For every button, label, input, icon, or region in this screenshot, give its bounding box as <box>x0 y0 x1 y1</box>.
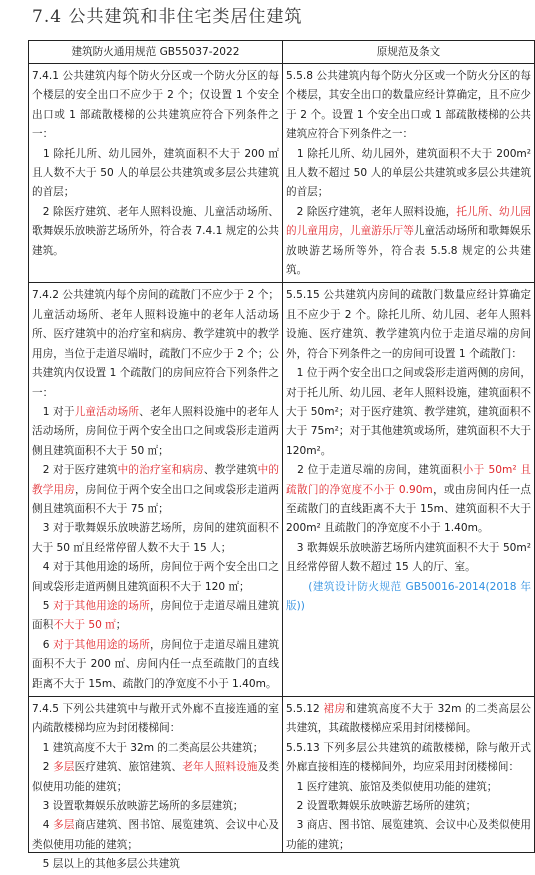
highlighted-text: 多层 <box>53 761 75 774</box>
clause-paragraph <box>32 739 279 758</box>
clause-text: 5 <box>32 599 54 612</box>
highlighted-text: 裙房 <box>323 703 346 715</box>
highlighted-text: 老年人照料设施 <box>182 761 258 774</box>
clause-paragraph <box>286 67 531 145</box>
clause-text: 2 设置歌舞娱乐放映游艺场所的建筑； <box>286 800 477 813</box>
clause-paragraph <box>286 461 531 539</box>
clause-text: 3 商店、图书馆、展览建筑、会议中心及类似使用功能的建筑； <box>286 819 531 851</box>
clause-text: 1 除托儿所、幼儿园外，建筑面积不大于 200 ㎡且人数不大于 50 人的单层公共建筑或多层公共建筑的首层； <box>32 147 279 199</box>
clause-text: 和建筑高度不大于 32m 的二类高层公共建筑，其疏散楼梯应采用封闭楼梯间。 <box>286 703 531 735</box>
clause-paragraph <box>32 700 279 739</box>
highlighted-text: 小于 50m² 且疏散门的净宽度不小于 0.90m <box>286 464 532 496</box>
clause-paragraph <box>32 816 279 855</box>
clause-paragraph <box>286 778 531 797</box>
cell-right <box>283 283 535 697</box>
highlighted-text: 中的治疗室和病房 <box>117 464 204 477</box>
highlighted-text: 托儿所、幼儿园的儿童用房，儿童游乐厅等 <box>286 205 531 238</box>
clause-text: 5.5.8 公共建筑内每个防火分区或一个防火分区的每个楼层，其安全出口的数量应经计算确定，且不应少于 2 个。设置 1 个安全出口或 1 部疏散楼梯的公共建筑应符合下列条件之一： <box>286 70 531 141</box>
clause-text: ，房间位于走道尽端且建筑面积 <box>32 599 280 632</box>
clause-paragraph <box>32 558 279 597</box>
clause-text: 5.5.13 下列多层公共建筑的疏散楼梯，除与敞开式外廊直接相连的楼梯间外，均应采用封闭楼梯间： <box>286 741 531 774</box>
clause-paragraph <box>32 145 279 203</box>
clause-text: 2 位于走道尽端的房间，建筑面积 <box>286 464 463 477</box>
clause-text: 6 <box>32 638 54 651</box>
cell-right <box>283 697 535 853</box>
clause-paragraph <box>286 539 531 578</box>
clause-text: 商店建筑、图书馆、展览建筑、会议中心及类似使用功能的建筑； <box>32 819 280 851</box>
clause-paragraph <box>32 758 279 797</box>
highlighted-text: 儿童活动场所 <box>74 405 140 418</box>
clause-text: 1 除托儿所、幼儿园外，建筑面积不大于 200m² 且人数不超过 50 人的单层公共建筑或多层公共建筑的首层； <box>286 147 531 199</box>
highlighted-text: 不大于 50 ㎡ <box>53 619 116 632</box>
clause-paragraph <box>286 203 531 281</box>
clause-text: 5.5.15 公共建筑内房间的疏散门数量应经计算确定且不应少于 2 个。除托儿所、幼儿园、老年人照料设施、医疗建筑、教学建筑内位于走道尽端的房间外，符合下列条件之一的房间可设置 1 个疏散门： <box>286 289 531 360</box>
clause-text: 、老年人照料设施中的老年人活动场所，房间位于两个安全出口之间或袋形走道两侧且建筑面积不大于 50 ㎡； <box>32 405 280 457</box>
clause-text: 5.5.12 <box>286 703 324 715</box>
clause-paragraph <box>286 797 531 816</box>
cell-left <box>29 697 283 871</box>
section-title: 7.4 公共建筑和非住宅类居住建筑 <box>32 7 303 27</box>
clause-text: ，房间位于两个安全出口之间或袋形走道两侧且建筑面积不大于 75 ㎡； <box>32 483 279 515</box>
clause-paragraph <box>286 816 531 855</box>
clause-text: 7.4.5 下列公共建筑中与敞开式外廊不直接连通的室内疏散楼梯均应为封闭楼梯间： <box>32 703 279 735</box>
clause-text: 3 对于歌舞娱乐放映游艺场所，房间的建筑面积不大于 50 ㎡且经常停留人数不大于 15 人； <box>32 522 279 554</box>
clause-paragraph <box>32 203 279 261</box>
clause-paragraph <box>32 403 279 461</box>
highlighted-text: 多层 <box>53 819 75 832</box>
clause-text: ，房间位于走道尽端且建筑面积不大于 200 ㎡、房间内任一点至疏散门的直线距离不大于 15m、疏散门的净宽度不小于 1.40m。 <box>32 638 280 690</box>
table-header-row <box>29 41 535 64</box>
clause-text: 4 对于其他用途的场所，房间位于两个安全出口之间或袋形走道两侧且建筑面积不大于 120 ㎡； <box>32 561 279 593</box>
clause-text: 3 设置歌舞娱乐放映游艺场所的多层建筑； <box>32 800 244 813</box>
cell-left <box>29 283 283 697</box>
clause-text: 2 对于医疗建筑 <box>32 464 118 477</box>
clause-paragraph <box>32 67 279 145</box>
clause-text: 5 层以上的其他多层公共建筑 <box>32 858 180 871</box>
clause-text: 、教学建筑 <box>203 464 258 477</box>
clause-paragraph <box>286 364 531 461</box>
clause-paragraph <box>286 739 531 778</box>
clause-text: 3 歌舞娱乐放映游艺场所内建筑面积不大于 50m² 且经常停留人数不超过 15 人的厅、室。 <box>286 541 531 574</box>
clause-paragraph <box>32 461 279 519</box>
comparison-table <box>28 40 535 871</box>
header-left: 建筑防火通用规范 GB55037-2022 <box>29 41 283 64</box>
clause-text: 7.4.1 公共建筑内每个防火分区或一个防火分区的每个楼层的安全出口不应少于 2 个；仅设置 1 个安全出口或 1 部疏散楼梯的公共建筑应符合下列条件之一： <box>32 70 279 141</box>
highlighted-text: 对于其他用途的场所 <box>53 599 150 612</box>
clause-text: 医疗建筑、旅馆建筑、 <box>74 761 183 774</box>
clip-box <box>32 700 280 871</box>
clause-text: 7.4.2 公共建筑内每个房间的疏散门不应少于 2 个；儿童活动场所、老年人照料设施中的老年人活动场所、医疗建筑中的治疗室和病房、教学建筑中的教学用房，当位于走道尽端时，疏散门不应少于 2 个；公共建筑内仅设置 1 个疏散门的房间应符合下列条件之一： <box>32 289 279 399</box>
clause-text: ，或由房间内任一点至疏散门的直线距离不大于 15m、建筑面积不大于 200m² 且疏散门的净宽度不小于 1.40m。 <box>286 483 532 535</box>
table-row <box>29 283 535 697</box>
highlighted-text: 对于其他用途的场所 <box>53 638 150 651</box>
clause-text: 1 对于 <box>32 405 75 418</box>
clause-text: 1 医疗建筑、旅馆及类似使用功能的建筑； <box>286 780 498 793</box>
highlighted-text: 中的教学用房 <box>32 464 280 496</box>
clause-text: ； <box>115 619 127 632</box>
table-row <box>29 697 535 853</box>
clause-text: 2 <box>32 761 54 774</box>
clause-paragraph <box>32 855 279 874</box>
clause-text: 儿童活动场所和歌舞娱乐放映游艺场所等外，符合表 5.5.8 规定的公共建筑。 <box>286 225 532 277</box>
clause-paragraph <box>32 519 279 558</box>
clause-paragraph <box>32 597 279 636</box>
table-row <box>29 64 535 283</box>
clause-paragraph <box>32 797 279 816</box>
clause-text: 及类似使用功能的建筑； <box>32 761 280 793</box>
cell-left <box>29 64 283 283</box>
clause-text: 1 建筑高度不大于 32m 的二类高层公共建筑； <box>32 741 264 754</box>
clause-text: 1 位于两个安全出口之间或袋形走道两侧的房间，对于托儿所、幼儿园、老年人照料设施，建筑面积不大于 50m²；对于医疗建筑、教学建筑，建筑面积不大于 75m²；对于其他建筑或场所，建筑面积不大于 120m²。 <box>286 367 531 457</box>
cell-right <box>283 64 535 283</box>
clause-paragraph <box>32 636 279 694</box>
clause-text: 4 <box>32 819 54 832</box>
clause-paragraph <box>286 286 531 364</box>
clause-paragraph <box>286 145 531 203</box>
clause-text: 2 除医疗建筑、老年人照料设施、儿童活动场所、歌舞娱乐放映游艺场所外，符合表 7.4.1 规定的公共建筑。 <box>32 205 279 257</box>
clip-box <box>286 700 531 850</box>
header-right: 原规范及条文 <box>283 41 535 64</box>
clause-paragraph <box>286 700 531 739</box>
clause-paragraph <box>32 286 279 402</box>
highlighted-text: (建筑设计防火规范 GB50016-2014(2018 年版)) <box>286 580 531 612</box>
clause-text: 2 除医疗建筑，老年人照料设施， <box>286 205 457 218</box>
clause-paragraph <box>286 578 531 617</box>
